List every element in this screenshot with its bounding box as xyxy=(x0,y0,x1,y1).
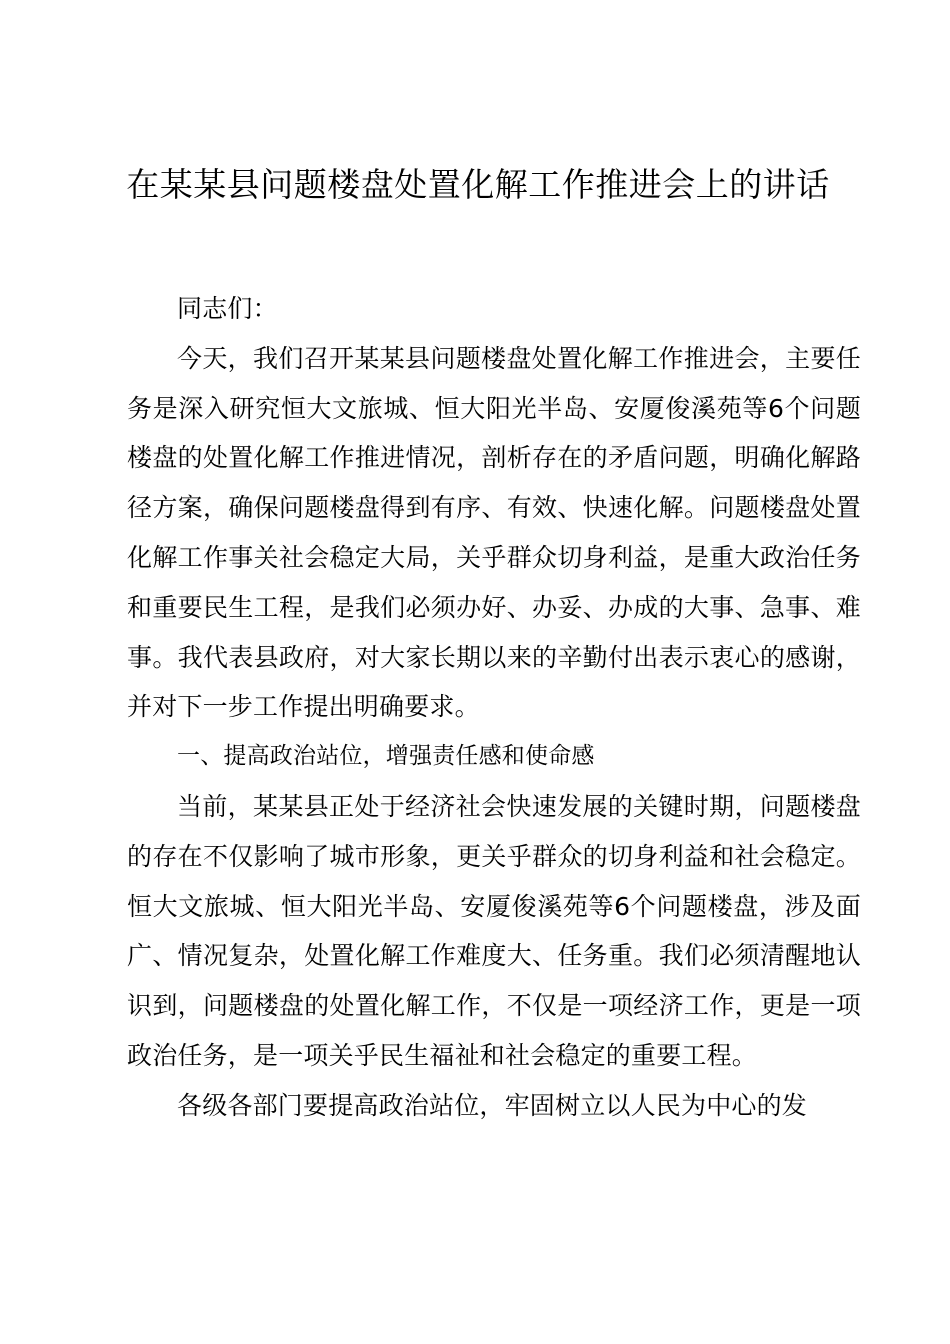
paragraph-intro: 今天，我们召开某某县问题楼盘处置化解工作推进会，主要任务是深入研究恒大文旅城、恒大阳光半岛、安厦俊溪苑等6个问题楼盘的处置化解工作推进情况，剖析存在的矛盾问题，明确化解路径方案，确保问题楼盘得到有序、有效、快速化解。问题楼盘处置化解工作事关社会稳定大局，关乎群众切身利益，是重大政治任务和重要民生工程，是我们必须办好、办妥、办成的大事、急事、难事。我代表县政府，对大家长期以来的辛勤付出表示衷心的感谢，并对下一步工作提出明确要求。 xyxy=(127,343,861,722)
salutation: 同志们： xyxy=(177,294,278,323)
section-heading-1: 一、提高政治站位，增强责任感和使命感 xyxy=(177,743,595,770)
document-title: 在某某县问题楼盘处置化解工作推进会上的讲话 xyxy=(126,165,830,204)
document-body xyxy=(127,284,861,1131)
paragraph-requirement: 各级各部门要提高政治站位，牢固树立以人民为中心的发 xyxy=(177,1090,808,1120)
paragraph-situation: 当前，某某县正处于经济社会快速发展的关键时期，问题楼盘的存在不仅影响了城市形象，更关乎群众的切身利益和社会稳定。恒大文旅城、恒大阳光半岛、安厦俊溪苑等6个问题楼盘，涉及面广、情况复杂，处置化解工作难度大、任务重。我们必须清醒地认识到，问题楼盘的处置化解工作，不仅是一项经济工作，更是一项政治任务，是一项关乎民生福祉和社会稳定的重要工程。 xyxy=(127,791,861,1070)
